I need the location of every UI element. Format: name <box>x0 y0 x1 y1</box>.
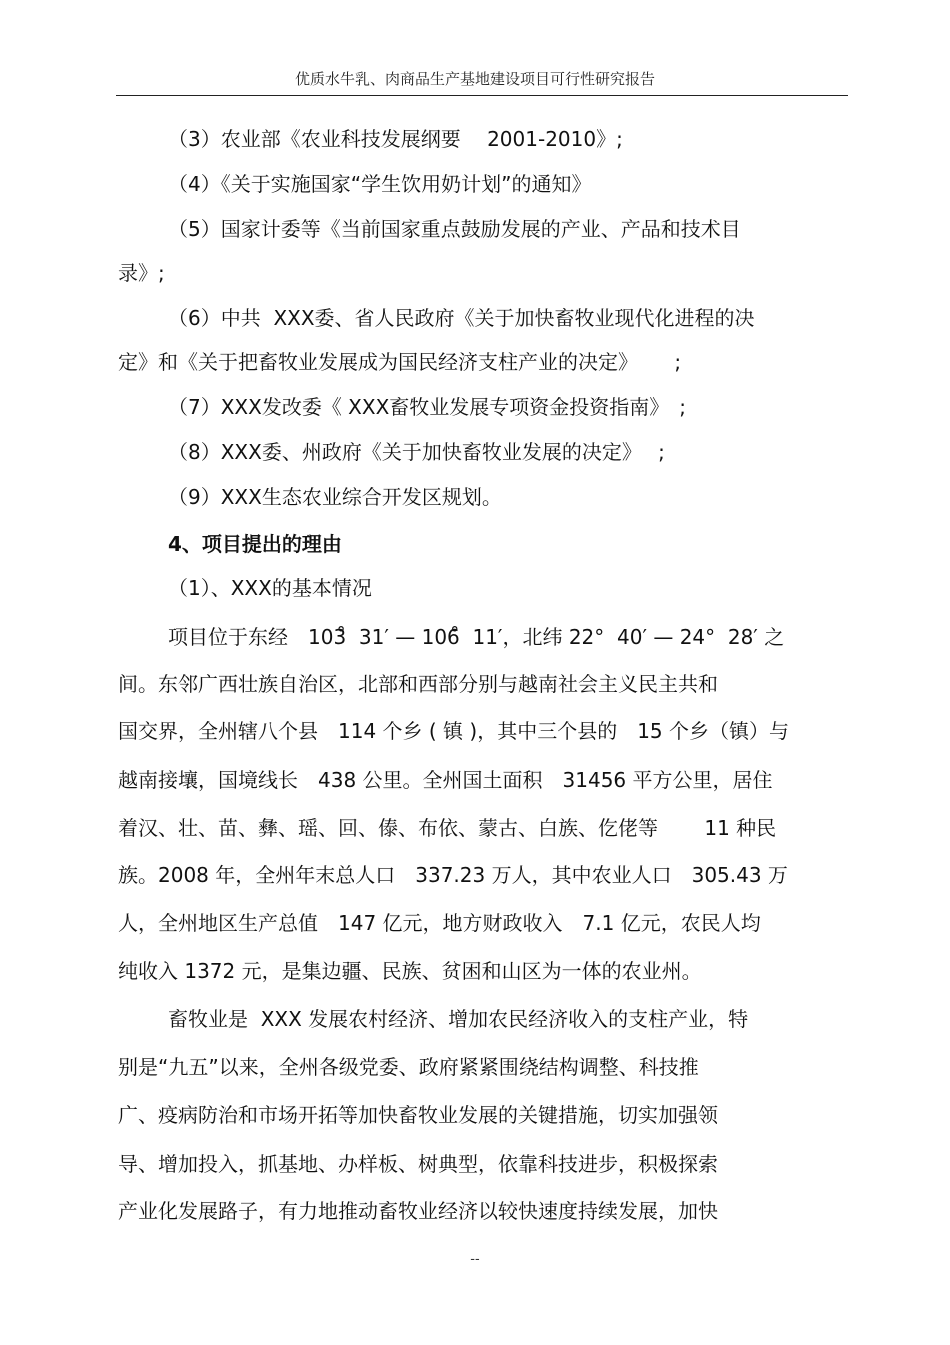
text-line: 间。东邻广西壮族自治区，北部和西部分别与越南社会主义民主共和 <box>118 672 718 696</box>
text-line: 国交界，全州辖八个县 114 个乡 ( 镇 )，其中三个县的 15 个乡（镇）与 <box>118 719 790 743</box>
text-line: 着汉、壮、苗、彝、瑶、回、傣、布依、蒙古、白族、仡佬等 11 种民 <box>118 816 777 840</box>
text-line: 越南接壤，国境线长 438 公里。全州国土面积 31456 平方公里，居住 <box>118 768 773 792</box>
text-line: 纯收入 1372 元，是集边疆、民族、贫困和山区为一体的农业州。 <box>118 959 702 983</box>
text-line: 别是“九五”以来，全州各级党委、政府紧紧围绕结构调整、科技推 <box>118 1055 699 1079</box>
text-line: （3）农业部《农业科技发展纲要 2001-2010》; <box>168 127 623 151</box>
page-header-title: 优质水牛乳、肉商品生产基地建设项目可行性研究报告 <box>294 70 655 88</box>
text-line: 广、疫病防治和市场开拓等加快畜牧业发展的关键措施，切实加强领 <box>118 1103 718 1127</box>
text-line: （8）XXX委、州政府《关于加快畜牧业发展的决定》 ; <box>168 440 665 464</box>
text-line: 畜牧业是 XXX 发展农村经济、增加农民经济收入的支柱产业，特 <box>168 1007 749 1031</box>
text-line: （7）XXX发改委《 XXX畜牧业发展专项资金投资指南》 ; <box>168 395 687 419</box>
text-line: 产业化发展路子，有力地推动畜牧业经济以较快速度持续发展，加快 <box>118 1199 718 1223</box>
subsection-heading: （1）、XXX的基本情况 <box>168 576 372 600</box>
text-line: 导、增加投入，抓基地、办样板、树典型，依靠科技进步，积极探索 <box>118 1152 718 1176</box>
text-line: （6）中共 XXX委、省人民政府《关于加快畜牧业现代化进程的决 <box>168 306 755 330</box>
page-footer-mark: -- <box>470 1252 480 1267</box>
header-divider <box>116 95 848 96</box>
text-line: （4）《关于实施国家“学生饮用奶计划”的通知》 <box>168 172 592 196</box>
section-heading: 4、项目提出的理由 <box>168 532 342 556</box>
text-line: 项目位于东经 103̊ 31′ — 106̊ 11′，北纬 22° 40′ — 24° 28′ 之 <box>168 625 785 649</box>
text-line: （5）国家计委等《当前国家重点鼓励发展的产业、产品和技术目 <box>168 217 741 241</box>
text-line: （9）XXX生态农业综合开发区规划。 <box>168 485 502 509</box>
text-line: 录》; <box>118 261 165 285</box>
text-line: 族。2008 年，全州年末总人口 337.23 万人，其中农业人口 305.43 万 <box>118 863 788 887</box>
text-line: 人，全州地区生产总值 147 亿元，地方财政收入 7.1 亿元，农民人均 <box>118 911 761 935</box>
text-line: 定》和《关于把畜牧业发展成为国民经济支柱产业的决定》 ; <box>118 350 682 374</box>
